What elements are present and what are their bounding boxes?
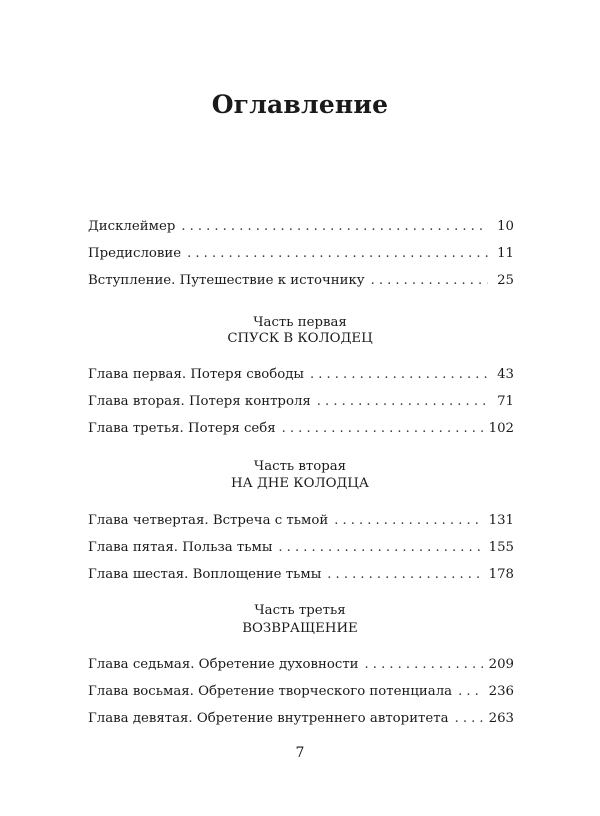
toc-entry-page: 209 (488, 657, 514, 672)
toc-entry-chapter-6[interactable] (88, 562, 514, 584)
dot-leader (334, 513, 482, 530)
toc-entry-chapter-7[interactable] (88, 652, 514, 674)
toc-entry-label: Глава третья. Потеря себя (88, 421, 276, 436)
dot-leader (310, 367, 488, 384)
dot-leader (181, 219, 488, 236)
dot-leader (327, 567, 482, 584)
toc-entry-page: 102 (488, 421, 514, 436)
page-number: 7 (295, 745, 305, 761)
dot-leader (365, 657, 483, 674)
dot-leader (187, 246, 488, 263)
toc-entry-label: Глава первая. Потеря свободы (88, 367, 304, 382)
toc-entry-chapter-5[interactable] (88, 535, 514, 557)
dot-leader (282, 421, 483, 438)
toc-entry-label: Глава четвертая. Встреча с тьмой (88, 513, 329, 528)
dot-leader (278, 540, 482, 557)
toc-entry-preface[interactable] (88, 241, 514, 263)
dot-leader (455, 711, 483, 728)
page-title: Оглавление (211, 90, 389, 119)
toc-entry-page: 178 (488, 567, 514, 582)
toc-entry-label: Дисклеймер (88, 219, 176, 234)
toc-entry-page: 71 (497, 394, 514, 409)
toc-entry-chapter-4[interactable] (88, 508, 514, 530)
part-1-title: СПУСК В КОЛОДЕЦ (227, 331, 373, 346)
toc-entry-label: Предисловие (88, 246, 182, 261)
toc-entry-page: 236 (488, 684, 514, 699)
toc-entry-label: Глава седьмая. Обретение духовности (88, 657, 359, 672)
part-2-title: НА ДНЕ КОЛОДЦА (231, 476, 369, 491)
toc-entry-page: 263 (488, 711, 514, 726)
toc-entry-chapter-1[interactable] (88, 362, 514, 384)
toc-entry-label: Глава девятая. Обретение внутреннего авторитета (88, 711, 449, 726)
part-3-label: Часть третья (254, 603, 346, 618)
toc-entry-label: Глава восьмая. Обретение творческого потенциала (88, 684, 453, 699)
toc-entry-chapter-8[interactable] (88, 679, 514, 701)
toc-entry-label: Вступление. Путешествие к источнику (88, 273, 365, 288)
part-3-title: ВОЗВРАЩЕНИЕ (242, 621, 358, 636)
toc-entry-page: 155 (488, 540, 514, 555)
part-2-label: Часть вторая (253, 459, 347, 474)
toc-entry-chapter-2[interactable] (88, 389, 514, 411)
dot-leader (371, 273, 488, 290)
toc-entry-disclaimer[interactable] (88, 214, 514, 236)
toc-entry-chapter-3[interactable] (88, 416, 514, 438)
dot-leader (317, 394, 488, 411)
toc-entry-label: Глава вторая. Потеря контроля (88, 394, 311, 409)
toc-entry-label: Глава шестая. Воплощение тьмы (88, 567, 322, 582)
toc-entry-page: 131 (488, 513, 514, 528)
toc-entry-introduction[interactable] (88, 268, 514, 290)
part-1-label: Часть первая (253, 315, 347, 330)
dot-leader (458, 684, 483, 701)
toc-entry-label: Глава пятая. Польза тьмы (88, 540, 273, 555)
toc-entry-page: 10 (497, 219, 514, 234)
toc-entry-page: 11 (497, 246, 514, 261)
toc-entry-page: 25 (497, 273, 514, 288)
toc-entry-chapter-9[interactable] (88, 706, 514, 728)
toc-entry-page: 43 (497, 367, 514, 382)
